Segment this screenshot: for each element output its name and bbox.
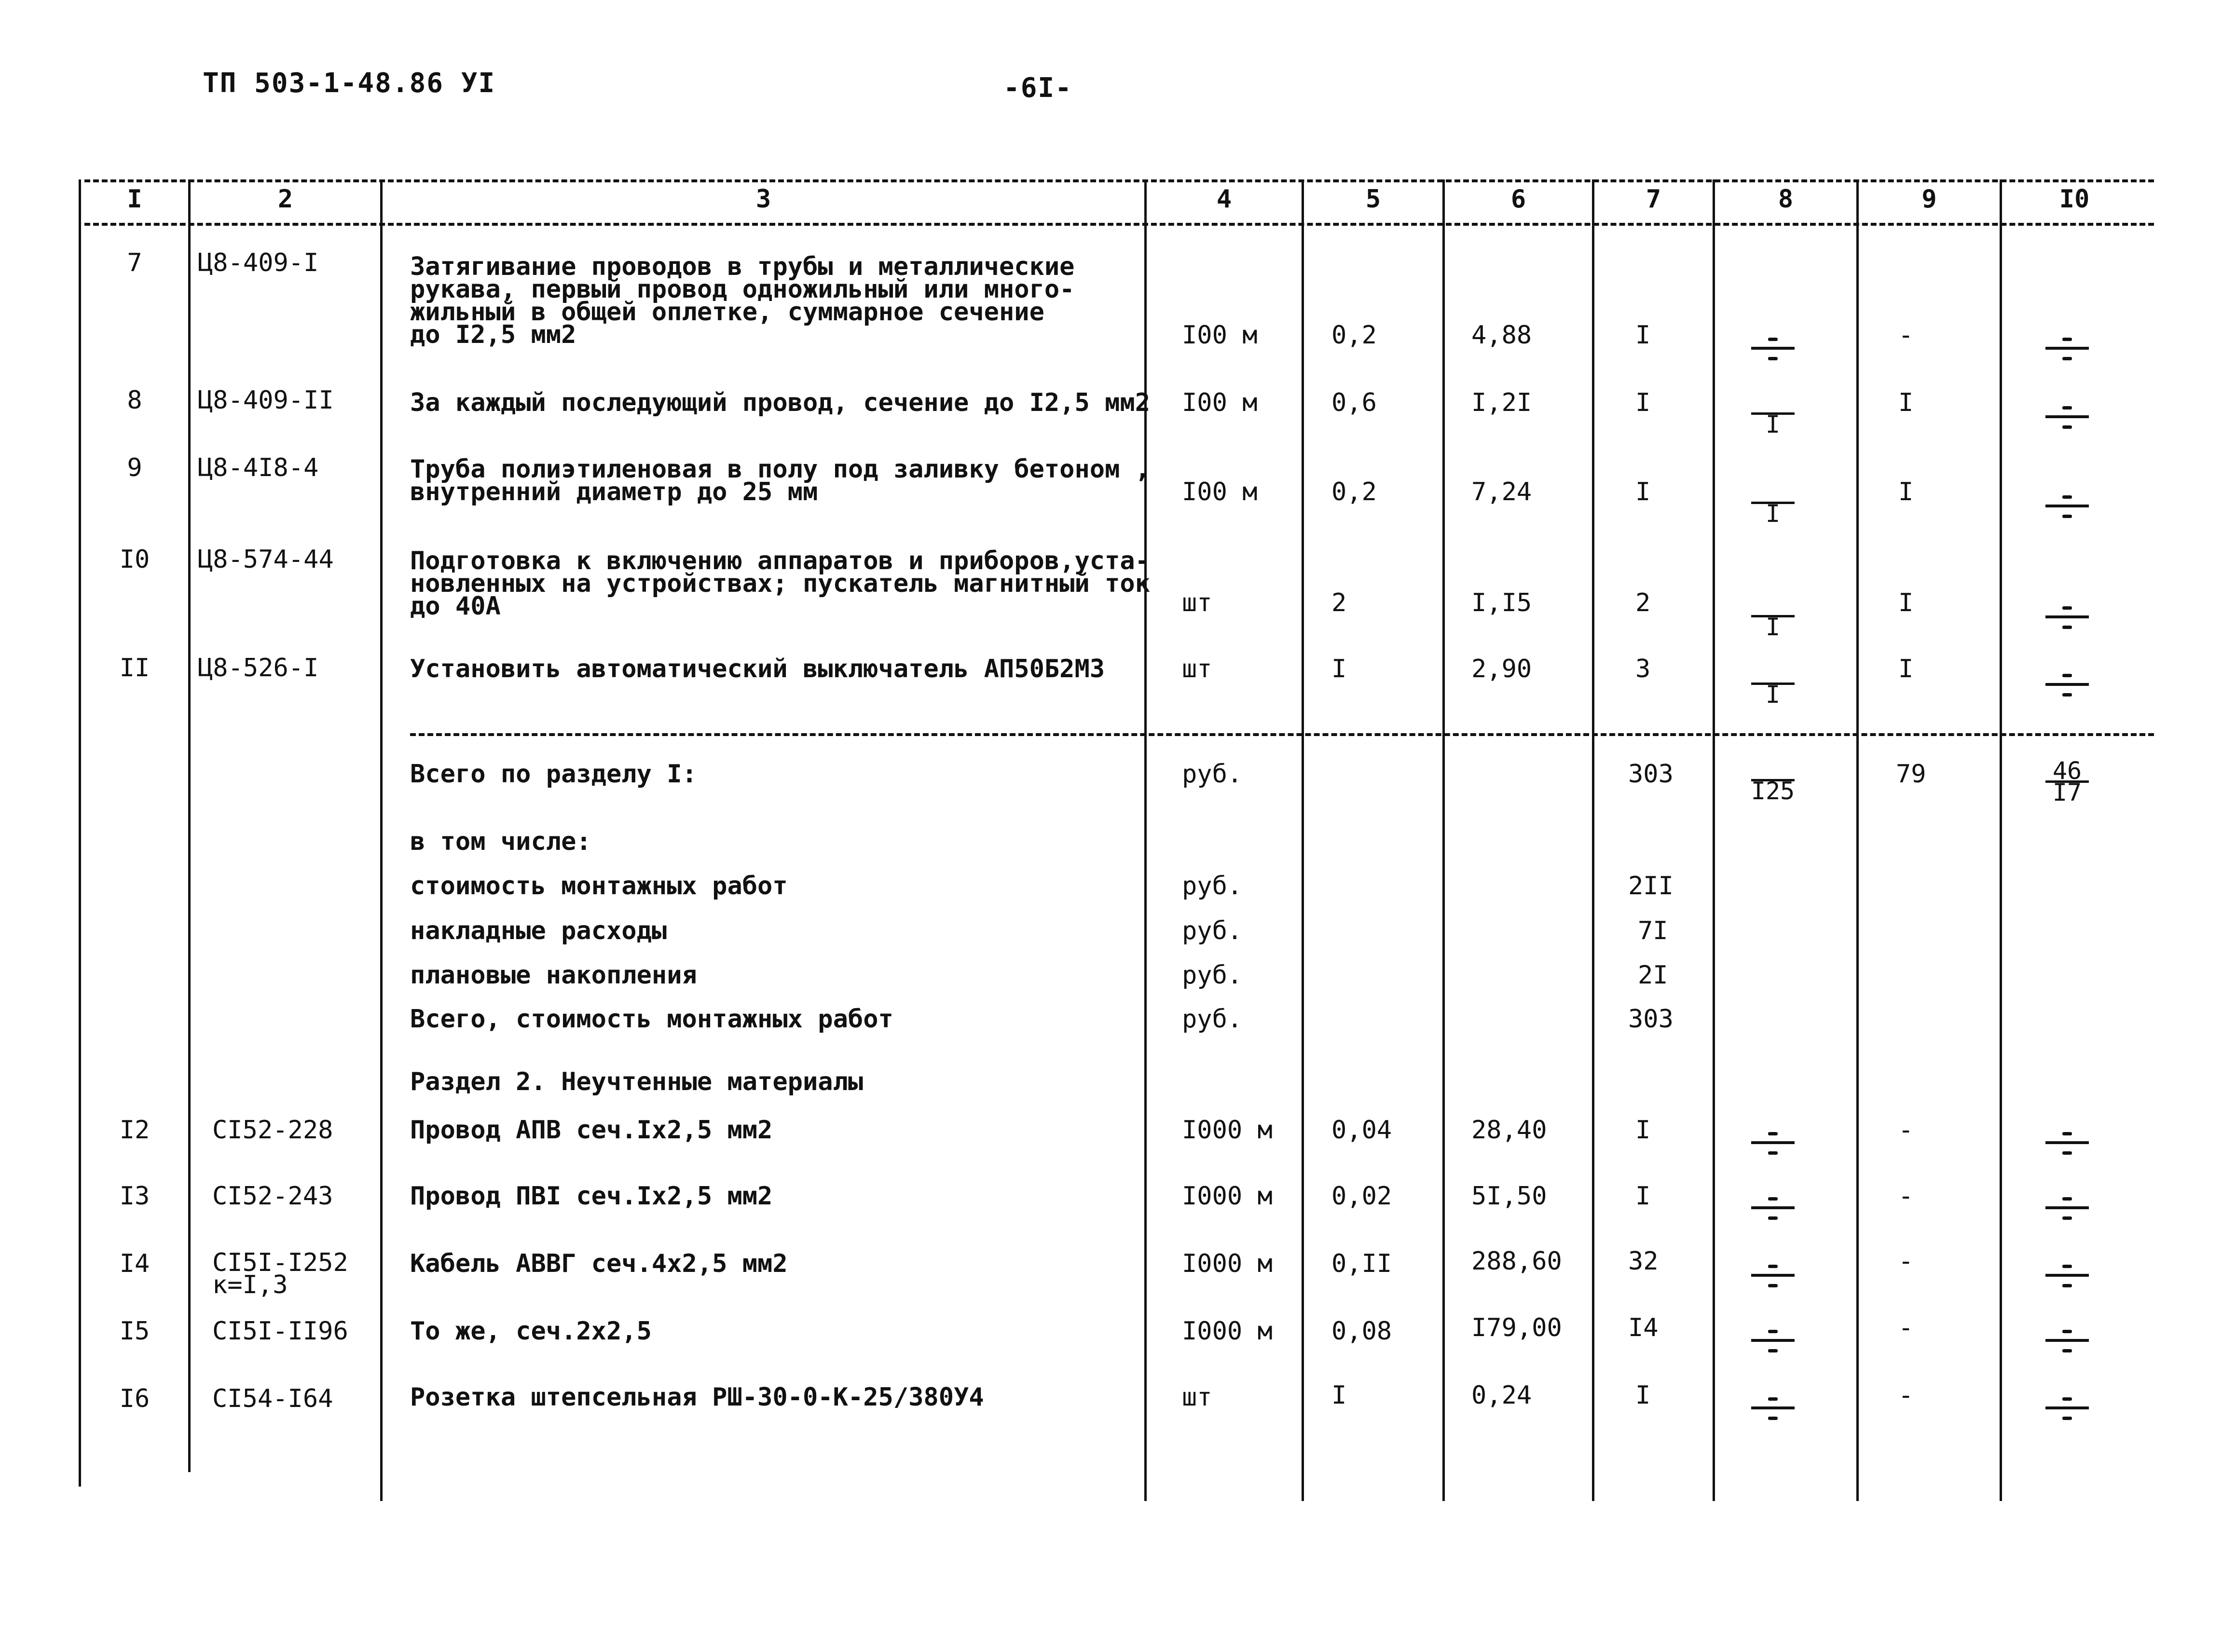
- col-header-6: 6: [1510, 185, 1526, 214]
- row-unit-price: I,2I: [1471, 388, 1532, 417]
- row-total: I: [1635, 388, 1651, 417]
- section-2-title: Раздел 2. Неучтенные материалы: [410, 1067, 864, 1096]
- col10-blank-fraction-mark: [2045, 1191, 2089, 1225]
- row-description: Подготовка к включению аппаратов и приборов,уста- новленных на устройствах; пускатель магнитный ток до 40А: [410, 546, 1151, 621]
- row-col9: -: [1898, 1182, 1914, 1211]
- row-code: Ц8-409-I: [198, 248, 319, 277]
- row-code: Ц8-526-I: [198, 654, 319, 683]
- row-number: 9: [127, 453, 142, 482]
- row-unit-price: 28,40: [1471, 1116, 1547, 1145]
- col-header-1: I: [127, 185, 142, 214]
- summary-line-label: Всего, стоимость монтажных работ: [410, 1005, 893, 1034]
- col10-blank-fraction-mark: [2045, 1259, 2089, 1293]
- row-number: II: [119, 654, 150, 683]
- row-unit: I000 м: [1182, 1116, 1273, 1145]
- row-number: I2: [119, 1116, 150, 1145]
- row-unit: I00 м: [1182, 478, 1258, 506]
- row-col9: -: [1898, 1313, 1914, 1342]
- col-header-10: I0: [2059, 185, 2090, 214]
- col-border-6: [1592, 179, 1594, 1501]
- row-unit-price: 5I,50: [1471, 1182, 1547, 1211]
- col10-blank-fraction-mark: [2045, 490, 2089, 523]
- summary-line-unit: руб.: [1182, 961, 1243, 990]
- row-number: I0: [119, 545, 150, 574]
- col8-blank-fraction-mark: [1751, 1191, 1795, 1225]
- row-total: 32: [1628, 1247, 1659, 1276]
- row-total: I4: [1628, 1313, 1659, 1342]
- row-unit: I000 м: [1182, 1249, 1273, 1278]
- row-description: За каждый последующий провод, сечение до I2,5 мм2: [410, 388, 1151, 417]
- row-description: Затягивание проводов в трубы и металлические рукава, первый провод одножильный или много- жильный в общей оплетке, суммарное сечение до I2,5 мм2: [410, 252, 1075, 349]
- header-bottom-rule: [84, 223, 2154, 226]
- row-col9: -: [1898, 321, 1914, 350]
- col-border-1: [188, 179, 191, 1472]
- row-col9: I: [1898, 588, 1914, 617]
- col10-blank-fraction-mark: [2045, 332, 2089, 366]
- row-code: СI54-I64: [212, 1384, 333, 1413]
- row-code: СI5I-I252 к=I,3: [212, 1248, 348, 1299]
- col-header-4: 4: [1216, 185, 1232, 214]
- row-total: I: [1635, 478, 1651, 506]
- col10-blank-fraction-mark: [2045, 668, 2089, 702]
- summary-line-value: 2II: [1628, 872, 1673, 901]
- row-number: I5: [119, 1317, 150, 1346]
- col10-blank-fraction-mark: [2045, 601, 2089, 634]
- row-number: 8: [127, 386, 142, 415]
- col10-blank-fraction-mark: [2045, 1392, 2089, 1425]
- col-header-2: 2: [277, 185, 293, 214]
- row-code: СI52-243: [212, 1182, 333, 1211]
- row-description: Кабель АВВГ сеч.4х2,5 мм2: [410, 1249, 788, 1278]
- row-quantity: 2: [1331, 588, 1347, 617]
- col8-fraction: I: [1749, 396, 1797, 434]
- page-number: -6I-: [1003, 72, 1072, 104]
- row-quantity: 0,2: [1331, 321, 1377, 350]
- row-code: СI5I-II96: [212, 1317, 348, 1346]
- summary-unit: руб.: [1182, 760, 1243, 789]
- row-col9: I: [1898, 388, 1914, 417]
- col8-blank-fraction-mark: [1751, 332, 1795, 366]
- row-unit: шт: [1182, 1383, 1212, 1412]
- row-unit-price: 2,90: [1471, 655, 1532, 683]
- row-quantity: 0,6: [1331, 388, 1377, 417]
- row-total: 3: [1635, 655, 1651, 683]
- col-border-4: [1302, 179, 1304, 1501]
- col8-blank-fraction-mark: [1751, 1259, 1795, 1293]
- col-border-9: [2000, 179, 2002, 1501]
- row-unit-price: 4,88: [1471, 321, 1532, 350]
- row-quantity: 0,08: [1331, 1317, 1392, 1346]
- row-number: 7: [127, 248, 142, 277]
- row-code: СI52-228: [212, 1116, 333, 1145]
- row-unit: шт: [1182, 655, 1212, 683]
- summary-line-label: плановые накопления: [410, 961, 697, 990]
- summary-line-label: накладные расходы: [410, 916, 667, 945]
- col-header-8: 8: [1778, 185, 1794, 214]
- col8-blank-fraction-mark: [1751, 1392, 1795, 1425]
- col-header-7: 7: [1646, 185, 1661, 214]
- row-code: Ц8-409-II: [198, 386, 334, 415]
- header-top-rule: [84, 179, 2154, 182]
- row-unit: шт: [1182, 588, 1212, 617]
- row-unit-price: I,I5: [1471, 588, 1532, 617]
- row-description: Провод ПВI сеч.Iх2,5 мм2: [410, 1182, 773, 1211]
- row-unit: I000 м: [1182, 1317, 1273, 1346]
- row-quantity: 0,2: [1331, 478, 1377, 506]
- row-quantity: I: [1331, 1381, 1347, 1410]
- document-stamp: ТП 503-1-48.86 УI: [203, 68, 496, 99]
- row-unit-price: 288,60: [1471, 1247, 1562, 1276]
- row-total: I: [1635, 1182, 1651, 1211]
- col-border-3: [1144, 179, 1147, 1501]
- col8-fraction: I: [1749, 666, 1797, 704]
- row-unit: I00 м: [1182, 388, 1258, 417]
- row-description: То же, сеч.2х2,5: [410, 1317, 652, 1346]
- row-quantity: 0,04: [1331, 1116, 1392, 1145]
- col8-blank-fraction-mark: [1751, 1126, 1795, 1160]
- row-quantity: 0,II: [1331, 1249, 1392, 1278]
- col-border-2: [380, 179, 383, 1501]
- summary-line-unit: руб.: [1182, 916, 1243, 945]
- row-total: 2: [1635, 588, 1651, 617]
- row-col9: -: [1898, 1247, 1914, 1276]
- row-description: Провод АПВ сеч.Iх2,5 мм2: [410, 1116, 773, 1145]
- summary-total: 303: [1628, 760, 1673, 789]
- row-code: Ц8-4I8-4: [198, 453, 319, 482]
- row-description: Труба полиэтиленовая в полу под заливку бетоном , внутренний диаметр до 25 мм: [410, 455, 1151, 506]
- col-header-9: 9: [1921, 185, 1937, 214]
- row-description: Розетка штепсельная РШ-30-0-К-25/380У4: [410, 1383, 984, 1412]
- summary-including-label: в том числе:: [410, 827, 591, 856]
- row-unit: I000 м: [1182, 1182, 1273, 1211]
- row-unit-price: 7,24: [1471, 478, 1532, 506]
- col10-blank-fraction-mark: [2045, 400, 2089, 434]
- summary-line-value: 7I: [1638, 916, 1668, 945]
- row-quantity: I: [1331, 655, 1347, 683]
- summary-line-unit: руб.: [1182, 872, 1243, 901]
- row-number: I3: [119, 1182, 150, 1211]
- summary-rule: [410, 733, 2154, 736]
- row-total: I: [1635, 321, 1651, 350]
- row-total: I: [1635, 1381, 1651, 1410]
- col10-blank-fraction-mark: [2045, 1126, 2089, 1160]
- col-header-5: 5: [1365, 185, 1381, 214]
- row-col9: I: [1898, 655, 1914, 683]
- col8-blank-fraction-mark: [1751, 1324, 1795, 1358]
- row-unit: I00 м: [1182, 321, 1258, 350]
- summary-line-unit: руб.: [1182, 1005, 1243, 1034]
- row-total: I: [1635, 1116, 1651, 1145]
- col-border-8: [1856, 179, 1859, 1501]
- summary-line-value: 303: [1628, 1005, 1673, 1034]
- col-border-5: [1442, 179, 1445, 1501]
- col8-fraction: I: [1749, 598, 1797, 637]
- col8-fraction: I: [1749, 485, 1797, 523]
- row-unit-price: I79,00: [1471, 1313, 1562, 1342]
- row-code: Ц8-574-44: [198, 545, 334, 574]
- summary-col10-fraction: 46 I7: [2043, 762, 2091, 801]
- row-description: Установить автоматический выключатель АП50Б2МЗ: [410, 655, 1105, 683]
- col-border-7: [1713, 179, 1715, 1501]
- row-col9: -: [1898, 1381, 1914, 1410]
- row-number: I4: [119, 1249, 150, 1278]
- summary-title: Всего по разделу I:: [410, 760, 697, 789]
- col-border-0: [79, 179, 81, 1487]
- summary-line-value: 2I: [1638, 961, 1668, 990]
- summary-col9: 79: [1896, 760, 1926, 789]
- row-number: I6: [119, 1384, 150, 1413]
- col10-blank-fraction-mark: [2045, 1324, 2089, 1358]
- summary-line-label: стоимость монтажных работ: [410, 872, 788, 901]
- summary-col8-fraction: I25: [1751, 777, 1795, 805]
- row-col9: I: [1898, 478, 1914, 506]
- row-unit-price: 0,24: [1471, 1381, 1532, 1410]
- row-quantity: 0,02: [1331, 1182, 1392, 1211]
- row-col9: -: [1898, 1116, 1914, 1145]
- col-header-3: 3: [755, 185, 771, 214]
